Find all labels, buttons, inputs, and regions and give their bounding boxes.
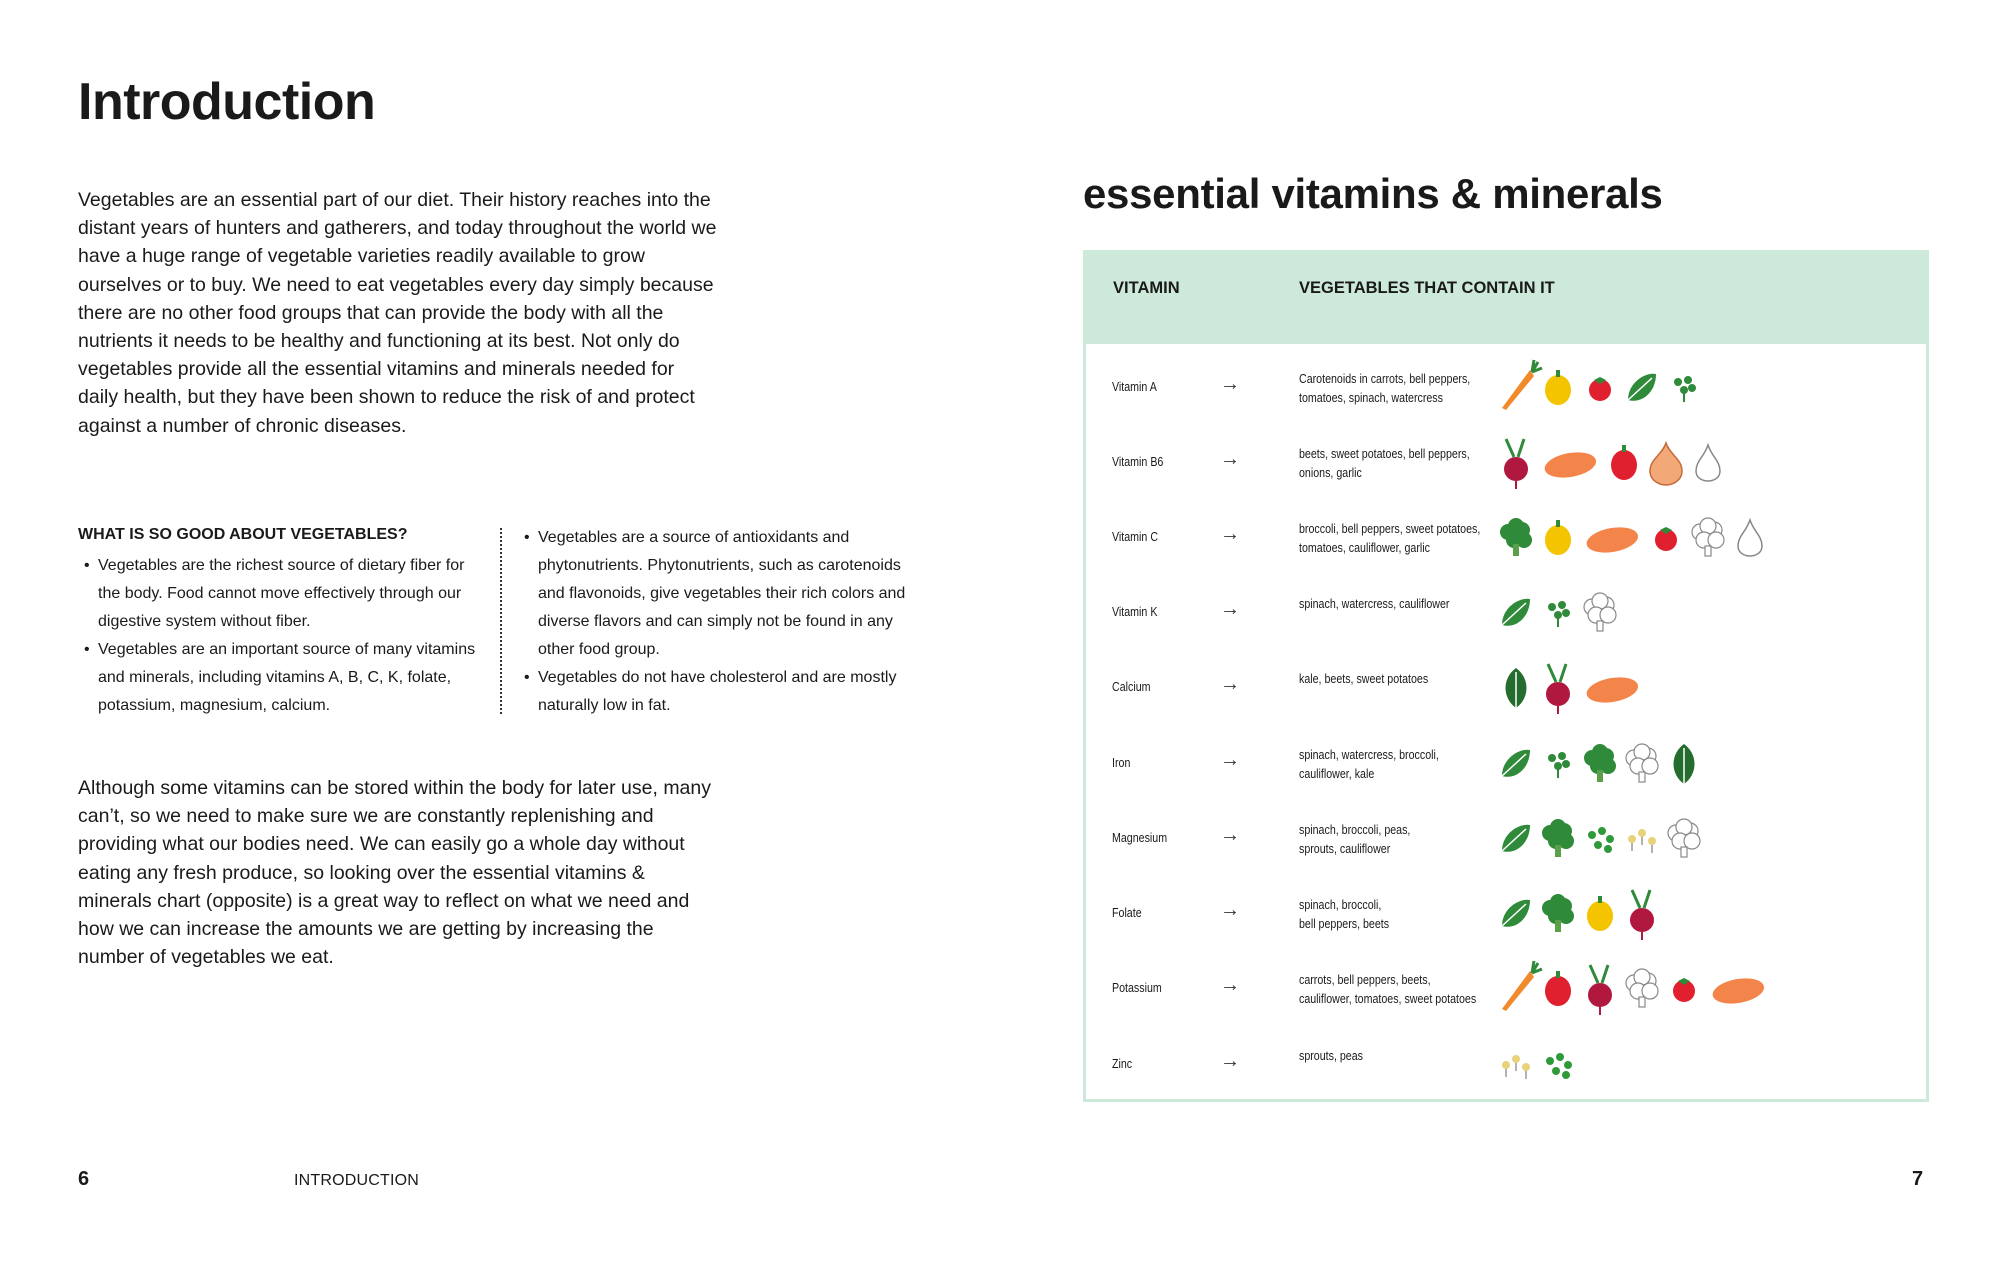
- vitamin-name: Zinc: [1112, 1056, 1133, 1071]
- intro-paragraph: Vegetables are an essential part of our diet. Their history reaches into the distant years of hunters and gatherers, and today throughout the world we have a huge range of vegetable varieties readily available to grow ourselves or to buy. We need to eat vegetables every day simply because there are no other food groups that can provide the body with all the nutrients it needs to be healthy and functioning at its best. Not only do vegetables provide all the essential vitamins and minerals needed for daily health, but they have been shown to reduce the risk of and protect against a number of chronic diseases.: [78, 189, 717, 437]
- vegetable-list-line: sprouts, cauliflower: [1299, 841, 1391, 856]
- arrow-icon: →: [1220, 749, 1240, 771]
- broccoli-icon: [1584, 744, 1616, 782]
- arrow-icon: →: [1220, 673, 1240, 695]
- chart-title: essential vitamins & minerals: [1083, 170, 1663, 217]
- table-row: [1086, 877, 1926, 951]
- vegetable-list: [1299, 820, 1471, 858]
- beet-icon: [1546, 664, 1570, 714]
- vegetable-list: [1299, 444, 1471, 482]
- arrow-icon: →: [1220, 824, 1240, 846]
- sweet-potato-icon: [1585, 524, 1640, 557]
- sprouts-icon: [1628, 829, 1656, 853]
- tomato-icon: [1589, 377, 1611, 401]
- cauliflower-icon: [1584, 593, 1616, 631]
- spinach-icon: [1502, 825, 1530, 852]
- watercress-icon: [1674, 376, 1696, 402]
- cauliflower-icon: [1626, 744, 1658, 782]
- peas-icon: [1546, 1053, 1572, 1079]
- spinach-icon: [1502, 900, 1530, 927]
- table-row: [1086, 576, 1926, 650]
- carrot-icon: [1502, 360, 1542, 410]
- vegetable-list-line: spinach, watercress, cauliflower: [1299, 596, 1450, 611]
- vitamin-name: Iron: [1112, 755, 1131, 770]
- watercress-icon: [1548, 752, 1570, 778]
- vegetable-list-line: carrots, bell peppers, beets,: [1299, 972, 1431, 987]
- list-item: • Vegetables are the richest source of dietary fiber for the body. Food cannot move effectively through our digestive system without fiber.: [78, 552, 478, 636]
- bell-pepper-icon: [1545, 520, 1571, 555]
- arrow-icon: →: [1220, 974, 1240, 996]
- onion-icon: [1650, 443, 1682, 485]
- peas-icon: [1588, 827, 1614, 853]
- beet-icon: [1588, 965, 1612, 1015]
- vitamin-name: Folate: [1112, 905, 1142, 920]
- vegetable-list-line: sprouts, peas: [1299, 1048, 1363, 1063]
- sprouts-icon: [1502, 1055, 1530, 1079]
- table-row: [1086, 426, 1926, 500]
- sweet-potato-icon: [1585, 674, 1640, 707]
- arrow-icon: →: [1220, 373, 1240, 395]
- broccoli-icon: [1542, 894, 1574, 932]
- vegetable-icons: [1486, 426, 1786, 500]
- vegetable-list-line: onions, garlic: [1299, 465, 1362, 480]
- table-header: [1086, 253, 1926, 344]
- good-about-vegetables-heading: WHAT IS SO GOOD ABOUT VEGETABLES?: [78, 526, 408, 543]
- vegetable-list-line: cauliflower, kale: [1299, 766, 1375, 781]
- page-number-left: 6: [78, 1168, 90, 1190]
- vitamin-name: Magnesium: [1112, 830, 1168, 845]
- vegetable-list: [1299, 1046, 1471, 1065]
- vegetable-icons: [1486, 351, 1786, 425]
- table-row: [1086, 727, 1926, 801]
- garlic-icon: [1738, 520, 1762, 556]
- table-row: [1086, 501, 1926, 575]
- vegetable-icons: [1486, 651, 1786, 725]
- tomato-icon: [1673, 978, 1695, 1002]
- vegetable-list-line: bell peppers, beets: [1299, 916, 1390, 931]
- vitamin-name: Vitamin K: [1112, 604, 1158, 619]
- vegetable-list: [1299, 970, 1477, 1008]
- garlic-icon: [1696, 445, 1720, 481]
- beet-icon: [1630, 890, 1654, 940]
- kale-icon: [1506, 668, 1527, 708]
- vitamin-name: Calcium: [1112, 679, 1151, 694]
- vegetable-list: [1299, 745, 1471, 783]
- page-title: Introduction: [78, 73, 376, 131]
- tomato-icon: [1655, 527, 1677, 551]
- list-item: • Vegetables do not have cholesterol and are mostly naturally low in fat.: [518, 664, 928, 720]
- carrot-icon: [1502, 961, 1542, 1011]
- red-pepper-icon: [1611, 445, 1637, 480]
- spinach-icon: [1628, 374, 1656, 401]
- cauliflower-icon: [1692, 518, 1724, 556]
- arrow-icon: →: [1220, 598, 1240, 620]
- vitamin-name: Vitamin B6: [1112, 454, 1164, 469]
- vegetable-list: [1299, 369, 1471, 407]
- vegetable-icons: [1486, 727, 1786, 801]
- cauliflower-icon: [1626, 969, 1658, 1007]
- vitamin-name: Potassium: [1112, 980, 1162, 995]
- page-number-right: 7: [1912, 1168, 1924, 1190]
- vegetable-list-line: spinach, watercress, broccoli,: [1299, 747, 1439, 762]
- arrow-icon: →: [1220, 1050, 1240, 1072]
- footer-section-label: INTRODUCTION: [294, 1172, 420, 1189]
- vegetable-list-line: broccoli, bell peppers, sweet potatoes,: [1299, 521, 1481, 536]
- list-item: • Vegetables are an important source of many vitamins and minerals, including vitamins A, B, C, K, folate, potassium, magnesium, calcium.: [78, 636, 478, 720]
- bullet-list-left: [78, 552, 478, 720]
- vegetable-list-line: beets, sweet potatoes, bell peppers,: [1299, 446, 1470, 461]
- table-row: [1086, 952, 1926, 1026]
- arrow-icon: →: [1220, 523, 1240, 545]
- sweet-potato-icon: [1711, 975, 1766, 1008]
- column-header-vegetables: VEGETABLES THAT CONTAIN IT: [1299, 279, 1555, 297]
- bell-pepper-icon: [1587, 896, 1613, 931]
- vegetable-list-line: tomatoes, cauliflower, garlic: [1299, 540, 1430, 555]
- sweet-potato-icon: [1543, 449, 1598, 482]
- arrow-icon: →: [1220, 448, 1240, 470]
- dotted-divider: [500, 528, 502, 714]
- spinach-icon: [1502, 599, 1530, 626]
- kale-icon: [1674, 744, 1695, 784]
- vegetable-list-line: kale, beets, sweet potatoes: [1299, 671, 1429, 686]
- arrow-icon: →: [1220, 899, 1240, 921]
- vitamin-name: Vitamin C: [1112, 529, 1159, 544]
- table-row: [1086, 351, 1926, 425]
- table-row: [1086, 651, 1926, 725]
- closing-paragraph: Although some vitamins can be stored within the body for later use, many can’t, so we need to make sure we are constantly replenishing and providing what our bodies need. We can easily go a whole day without eating any fresh produce, so looking over the essential vitamins & minerals chart (opposite) is a great way to reflect on what we need and how we can increase the amounts we are getting by increasing the number of vegetables we eat.: [78, 777, 711, 969]
- bell-pepper-icon: [1545, 370, 1571, 405]
- vegetable-icons: [1486, 576, 1786, 650]
- cauliflower-icon: [1668, 819, 1700, 857]
- vegetable-list: [1299, 594, 1471, 613]
- vegetable-icons: [1486, 1028, 1786, 1102]
- spinach-icon: [1502, 750, 1530, 777]
- vegetable-list: [1299, 519, 1481, 557]
- column-header-vitamin: VITAMIN: [1113, 279, 1180, 297]
- watercress-icon: [1548, 601, 1570, 627]
- broccoli-icon: [1542, 819, 1574, 857]
- bullet-list-right: [518, 524, 928, 720]
- vegetable-icons: [1486, 802, 1786, 876]
- vegetable-list-line: Carotenoids in carrots, bell peppers,: [1299, 371, 1471, 386]
- vegetable-icons: [1486, 501, 1786, 575]
- vegetable-icons: [1486, 877, 1786, 951]
- broccoli-icon: [1500, 518, 1532, 556]
- vegetable-list-line: spinach, broccoli,: [1299, 897, 1382, 912]
- red-pepper-icon: [1545, 971, 1571, 1006]
- vegetable-list-line: spinach, broccoli, peas,: [1299, 822, 1411, 837]
- vegetable-icons: [1486, 952, 1786, 1026]
- vegetable-list-line: cauliflower, tomatoes, sweet potatoes: [1299, 991, 1477, 1006]
- table-row: [1086, 1028, 1926, 1102]
- table-row: [1086, 802, 1926, 876]
- vitamins-table: [1083, 250, 1929, 1102]
- vitamin-name: Vitamin A: [1112, 379, 1157, 394]
- vegetable-list: [1299, 895, 1471, 933]
- list-item: • Vegetables are a source of antioxidants and phytonutrients. Phytonutrients, such as carotenoids and flavonoids, give vegetables their rich colors and diverse flavors and can simply not be found in any other food group.: [518, 524, 928, 664]
- vegetable-list-line: tomatoes, spinach, watercress: [1299, 390, 1443, 405]
- beet-icon: [1504, 439, 1528, 489]
- vegetable-list: [1299, 669, 1471, 688]
